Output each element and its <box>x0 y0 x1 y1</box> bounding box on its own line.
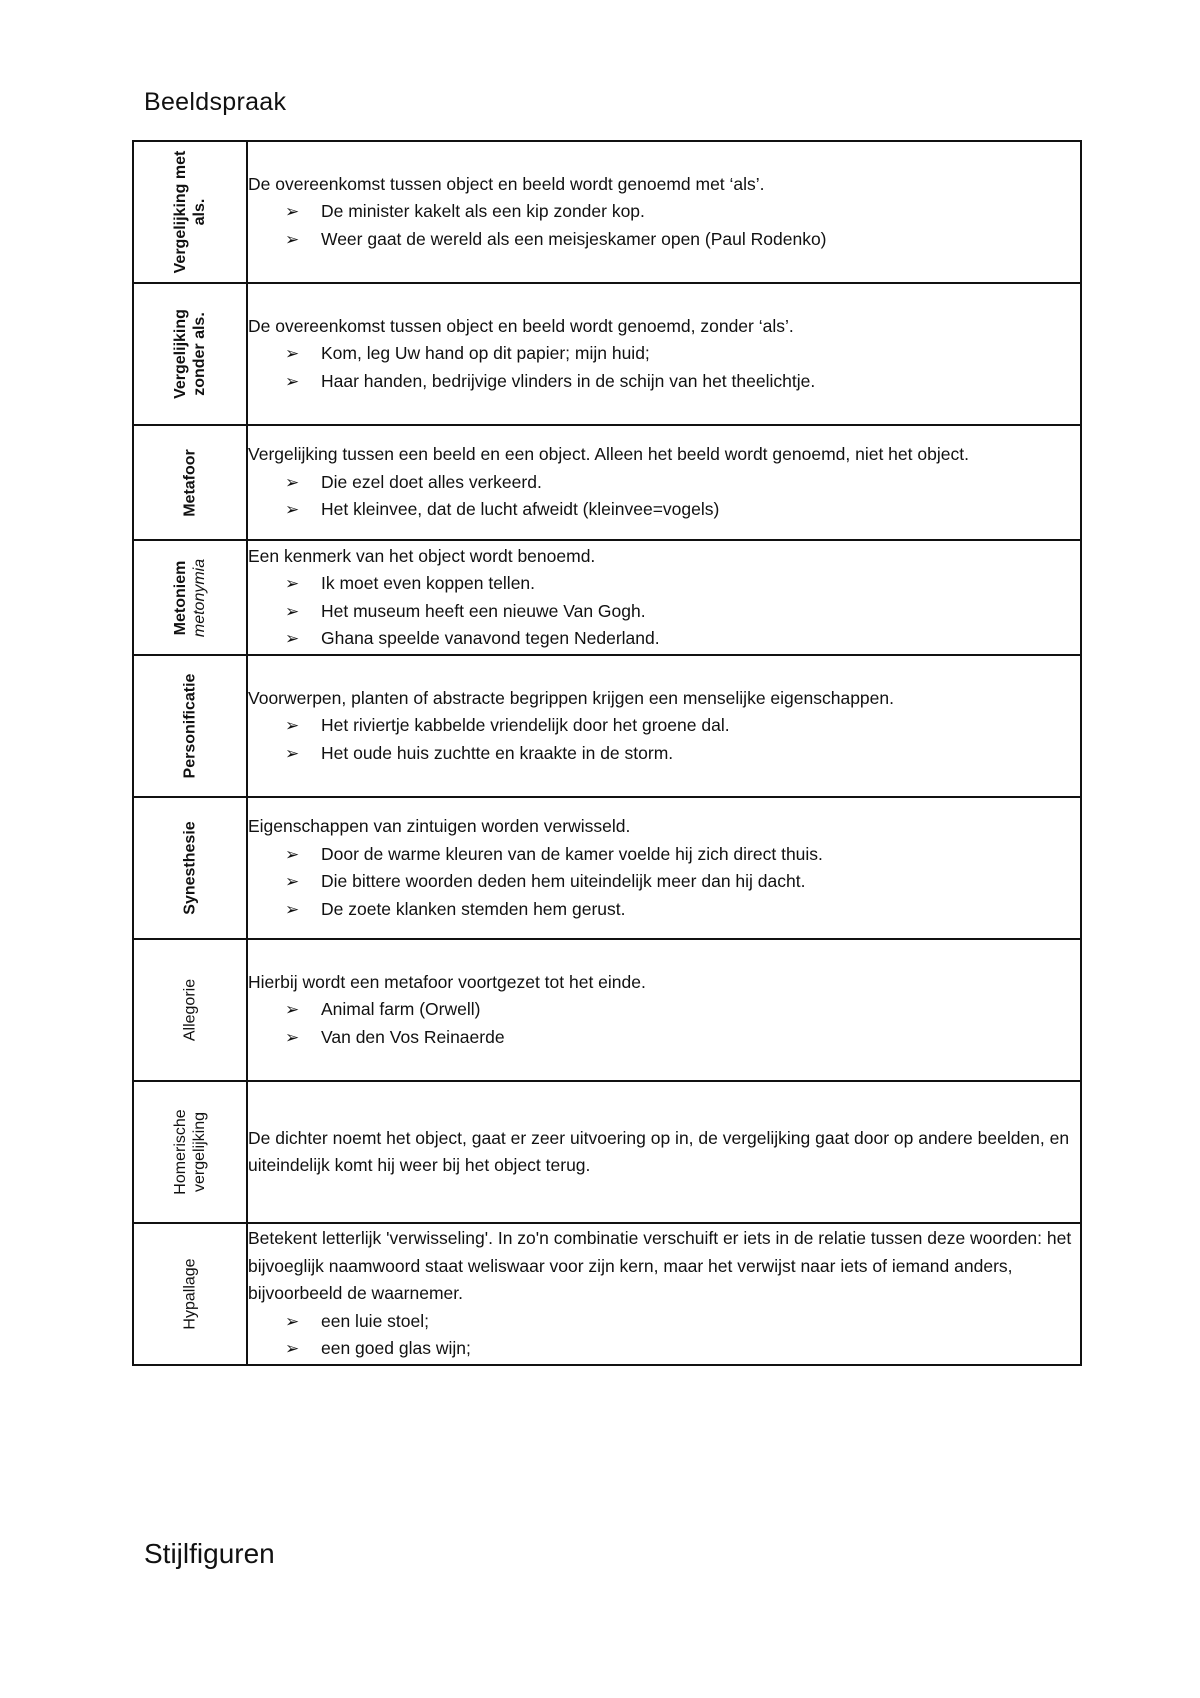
example-list <box>248 712 1080 767</box>
description-text: De overeenkomst tussen object en beeld wordt genoemd met ‘als’. <box>248 173 765 194</box>
example-text: Ghana speelde vanavond tegen Nederland. <box>321 628 660 648</box>
arrow-bullet-icon: ➢ <box>285 629 300 648</box>
table-row <box>133 1081 1081 1223</box>
description-cell <box>247 540 1081 655</box>
arrow-bullet-icon: ➢ <box>285 1339 300 1359</box>
term-cell <box>133 283 247 425</box>
term-name: Metoniem <box>172 560 189 635</box>
term-name: Synesthesie <box>181 821 199 915</box>
term-name: Personificatie <box>181 673 199 779</box>
example-text: Haar handen, bedrijvige vlinders in de schijn van het theelichtje. <box>321 370 816 391</box>
section-title: Stijlfiguren <box>144 1538 275 1569</box>
table-row <box>133 425 1081 540</box>
example-text: Het oude huis zuchtte en kraakte in de storm. <box>321 742 674 763</box>
example-list <box>248 570 1080 653</box>
term-label <box>181 1229 200 1359</box>
arrow-bullet-icon: ➢ <box>285 601 300 621</box>
arrow-bullet-icon: ➢ <box>285 872 300 891</box>
description-text: Vergelijking tussen een beeld en een object. Alleen het beeld wordt genoemd, niet het object. <box>248 444 969 465</box>
term-label <box>181 425 200 540</box>
arrow-bullet-icon: ➢ <box>285 472 300 492</box>
arrow-bullet-icon: ➢ <box>285 344 300 364</box>
term-name: Hypallage <box>181 1258 199 1330</box>
example-item <box>248 1308 1080 1336</box>
term-cell <box>133 655 247 797</box>
term-name: Allegorie <box>181 978 199 1042</box>
term-cell <box>133 1081 247 1223</box>
term-alt-name: metonymia <box>191 558 208 637</box>
term-cell <box>133 540 247 655</box>
example-text: Kom, leg Uw hand op dit papier; mijn huid; <box>321 343 650 364</box>
arrow-bullet-icon: ➢ <box>285 202 300 222</box>
description-cell <box>247 425 1081 540</box>
arrow-bullet-icon: ➢ <box>285 574 300 593</box>
table-row <box>133 797 1081 939</box>
description-text: Hierbij wordt een metafoor voortgezet tot het einde. <box>248 971 646 992</box>
example-item <box>248 570 1080 598</box>
example-item <box>248 226 1080 254</box>
term-label <box>171 540 209 655</box>
arrow-bullet-icon: ➢ <box>285 371 300 391</box>
term-name: Metafoor <box>181 448 199 517</box>
example-text: Animal farm (Orwell) <box>321 999 481 1020</box>
table-row <box>133 655 1081 797</box>
example-item <box>248 996 1080 1024</box>
example-text: Het museum heeft een nieuwe Van Gogh. <box>321 600 646 621</box>
description-cell <box>247 939 1081 1081</box>
description-text: Eigenschappen van zintuigen worden verwisseld. <box>248 816 631 836</box>
arrow-bullet-icon: ➢ <box>285 1027 300 1047</box>
page-title: Beeldspraak <box>144 88 287 116</box>
arrow-bullet-icon: ➢ <box>285 743 300 763</box>
example-list <box>248 996 1080 1051</box>
example-text: De minister kakelt als een kip zonder kop. <box>321 201 645 222</box>
description-text: De overeenkomst tussen object en beeld wordt genoemd, zonder ‘als’. <box>248 315 794 336</box>
example-text: Die ezel doet alles verkeerd. <box>321 471 542 492</box>
description-text: Voorwerpen, planten of abstracte begrippen krijgen een menselijke eigenschappen. <box>248 687 894 708</box>
description-cell <box>247 1081 1081 1223</box>
term-name: Vergelijking zonder als. <box>172 309 208 399</box>
term-cell <box>133 141 247 283</box>
table-body <box>133 141 1081 1365</box>
figures-table <box>132 140 1082 1366</box>
term-label <box>171 147 209 277</box>
example-list <box>248 469 1080 524</box>
term-cell <box>133 425 247 540</box>
example-item <box>248 496 1080 524</box>
table-row <box>133 283 1081 425</box>
example-text: Het kleinvee, dat de lucht afweidt (kleinvee=vogels) <box>321 499 720 520</box>
arrow-bullet-icon: ➢ <box>285 229 300 249</box>
term-cell <box>133 797 247 939</box>
example-item <box>248 625 1080 653</box>
description-cell <box>247 655 1081 797</box>
arrow-bullet-icon: ➢ <box>285 844 300 864</box>
example-item <box>248 712 1080 740</box>
example-item <box>248 896 1080 924</box>
table-row <box>133 540 1081 655</box>
table-row <box>133 939 1081 1081</box>
description-text: Een kenmerk van het object wordt benoemd. <box>248 545 596 566</box>
example-text: Ik moet even koppen tellen. <box>321 573 536 593</box>
example-item <box>248 598 1080 626</box>
example-item <box>248 841 1080 869</box>
description-cell <box>247 283 1081 425</box>
example-list <box>248 841 1080 924</box>
description-text: Betekent letterlijk 'verwisseling'. In zo'n combinatie verschuift er iets in de relatie tussen deze woorden: het bijvoeglijk naamwoord staat weliswaar voor zijn kern, maar het verwijst naar iets of iemand anders, bijvoorbeeld de waarnemer. <box>248 1228 1072 1304</box>
example-text: Die bittere woorden deden hem uiteindelijk meer dan hij dacht. <box>321 871 806 891</box>
example-item <box>248 740 1080 768</box>
term-label <box>171 289 209 419</box>
example-item <box>248 1024 1080 1052</box>
example-list <box>248 340 1080 395</box>
description-cell <box>247 1223 1081 1365</box>
term-label <box>181 803 200 933</box>
term-label <box>181 661 200 791</box>
example-text: Van den Vos Reinaerde <box>321 1026 505 1047</box>
example-text: Het riviertje kabbelde vriendelijk door het groene dal. <box>321 715 730 736</box>
example-item <box>248 1335 1080 1363</box>
example-list <box>248 198 1080 253</box>
example-item <box>248 198 1080 226</box>
description-cell <box>247 141 1081 283</box>
example-item <box>248 868 1080 896</box>
example-list <box>248 1308 1080 1363</box>
table-row <box>133 141 1081 283</box>
example-text: Door de warme kleuren van de kamer voelde hij zich direct thuis. <box>321 843 823 864</box>
arrow-bullet-icon: ➢ <box>285 716 300 736</box>
table-row <box>133 1223 1081 1365</box>
example-text: een goed glas wijn; <box>321 1338 471 1359</box>
arrow-bullet-icon: ➢ <box>285 500 300 520</box>
example-item <box>248 368 1080 396</box>
term-name: Homerische vergelijking <box>172 1109 208 1195</box>
term-label <box>181 945 200 1075</box>
example-item <box>248 469 1080 497</box>
example-text: Weer gaat de wereld als een meisjeskamer open (Paul Rodenko) <box>321 228 827 249</box>
description-text: De dichter noemt het object, gaat er zeer uitvoering op in, de vergelijking gaat door op andere beelden, en uiteindelijk komt hij weer bij het object terug. <box>248 1127 1070 1175</box>
description-cell <box>247 797 1081 939</box>
arrow-bullet-icon: ➢ <box>285 899 300 919</box>
arrow-bullet-icon: ➢ <box>285 1311 300 1331</box>
arrow-bullet-icon: ➢ <box>285 1000 300 1020</box>
term-name: Vergelijking met als. <box>172 150 208 274</box>
term-label <box>171 1087 209 1217</box>
example-text: De zoete klanken stemden hem gerust. <box>321 898 626 919</box>
term-cell <box>133 939 247 1081</box>
example-text: een luie stoel; <box>321 1310 429 1331</box>
example-item <box>248 340 1080 368</box>
term-cell <box>133 1223 247 1365</box>
